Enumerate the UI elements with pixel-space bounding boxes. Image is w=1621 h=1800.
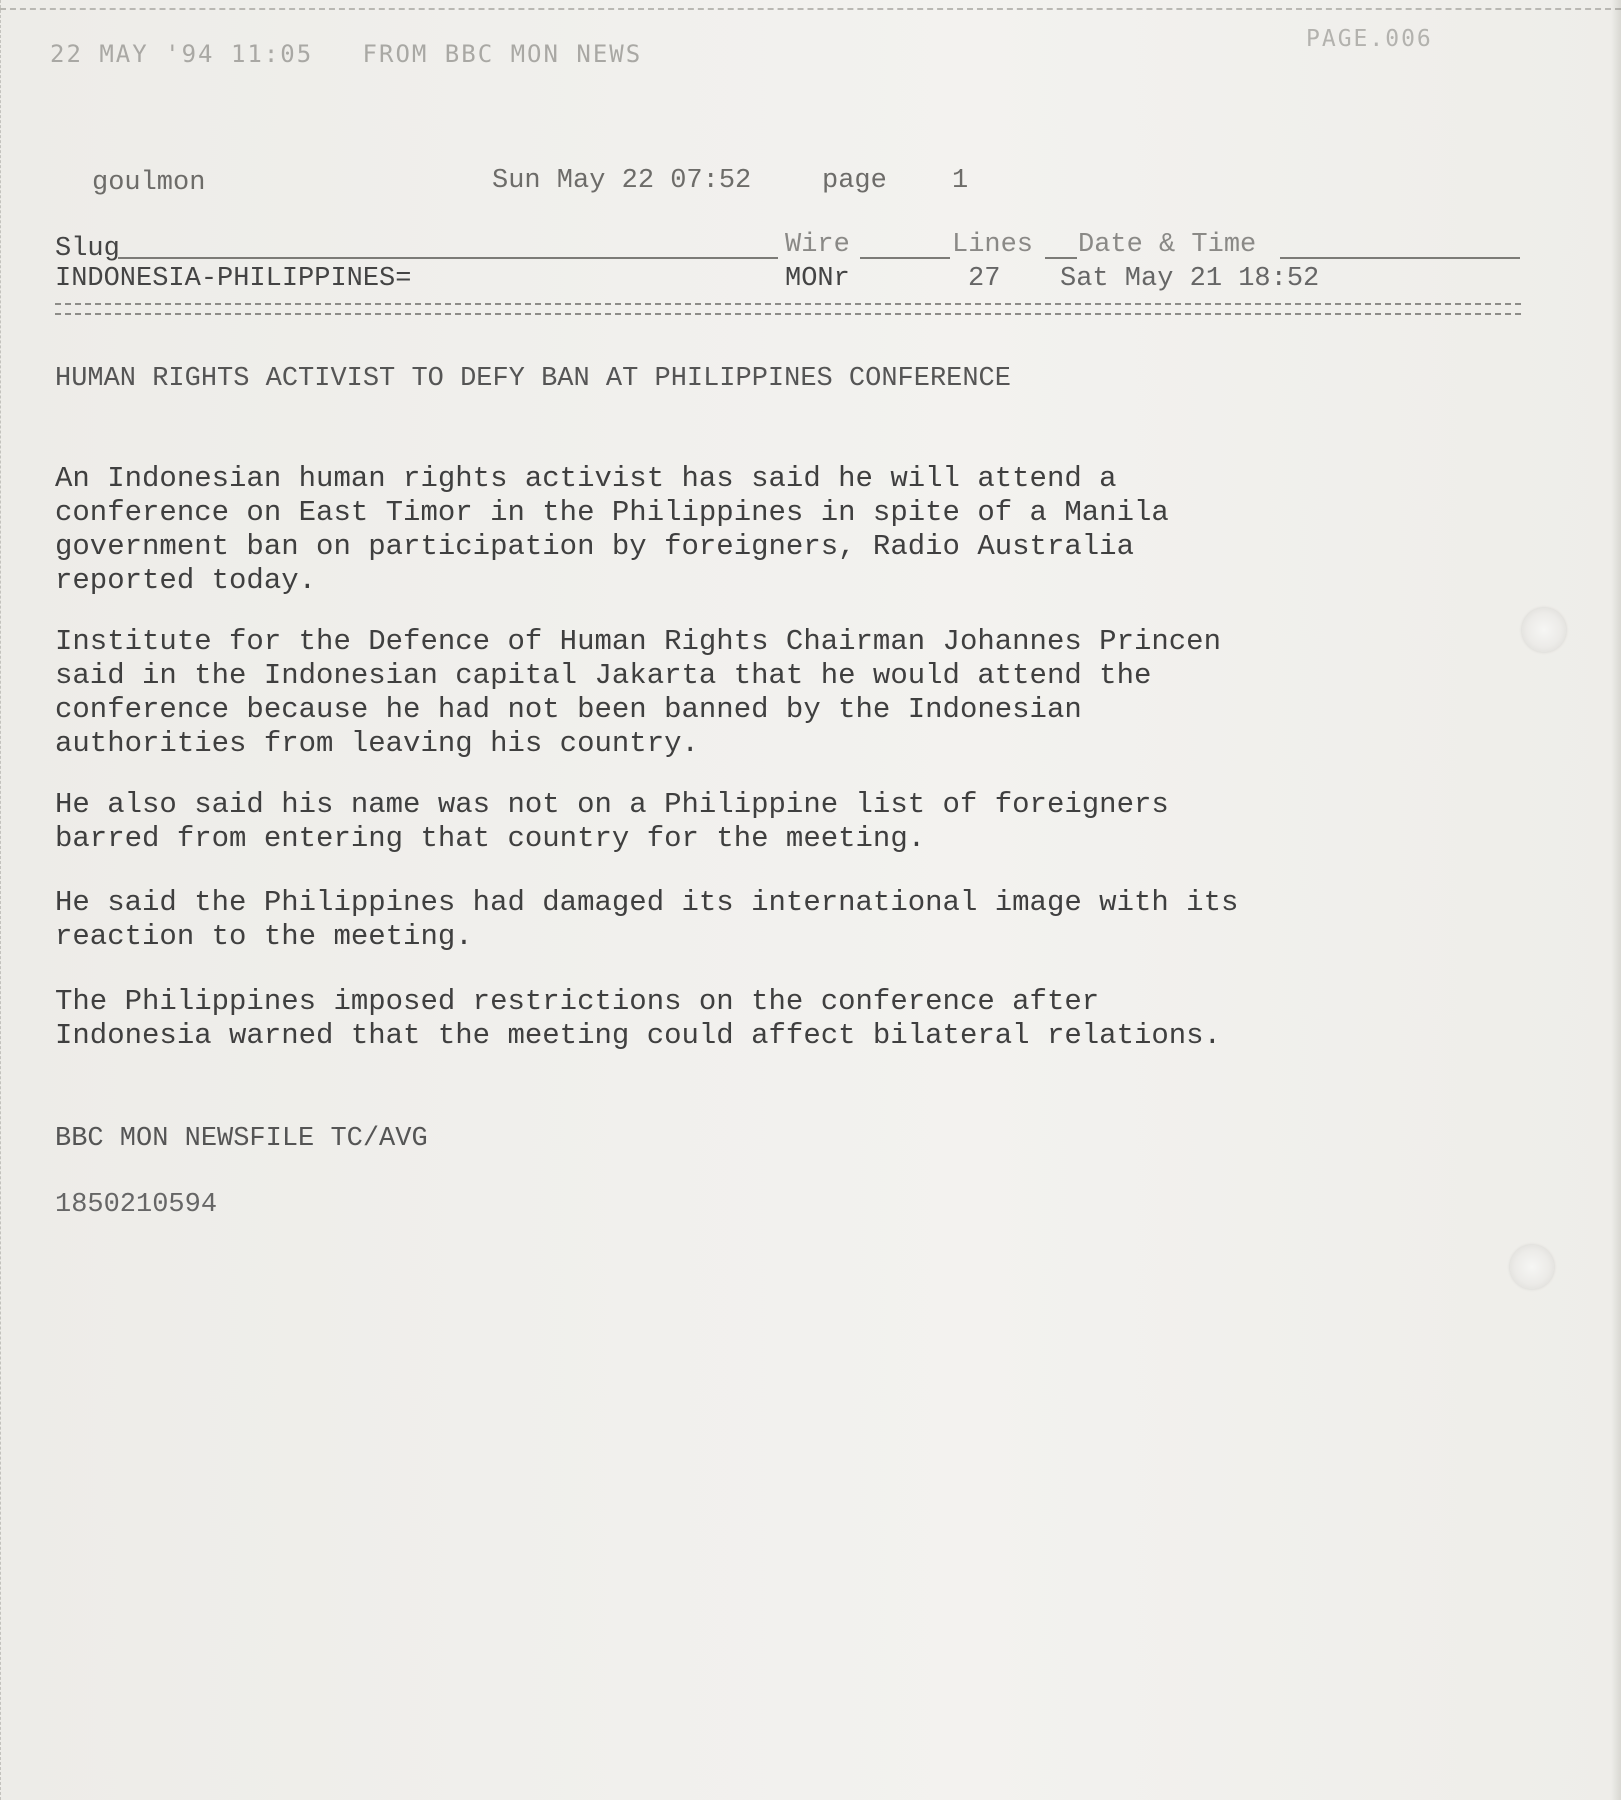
page-edge-shadow	[1611, 0, 1621, 1800]
record-lines: 27	[968, 264, 1001, 294]
column-header-slug: Slug	[55, 234, 120, 264]
footer-source: BBC MON NEWSFILE TC/AVG	[55, 1124, 428, 1154]
wire-underline	[860, 257, 950, 259]
story-headline: HUMAN RIGHTS ACTIVIST TO DEFY BAN AT PHILIPPINES CONFERENCE	[55, 364, 1011, 394]
column-header-date-time: Date & Time	[1078, 230, 1257, 260]
fax-date-time: 22 MAY '94 11:05	[50, 40, 314, 68]
lines-underline	[1045, 257, 1077, 259]
perforation-top	[0, 8, 1621, 10]
story-paragraph: Institute for the Defence of Human Rights Chairman Johannes Princen said in the Indonesian capital Jakarta that he would attend the conference because he had not been banned by the Indonesian authorities from leaving his country.	[55, 625, 1221, 760]
slug-underline	[118, 257, 778, 259]
date-underline	[1280, 257, 1520, 259]
record-date-time: Sat May 21 18:52	[1060, 264, 1320, 294]
fax-from: FROM BBC MON NEWS	[362, 40, 643, 68]
punch-hole	[1510, 1245, 1554, 1289]
punch-hole	[1522, 608, 1566, 652]
printout-page-label: page	[822, 166, 887, 196]
printout-user: goulmon	[92, 168, 206, 198]
story-paragraph: The Philippines imposed restrictions on the conference after Indonesia warned that the meeting could affect bilateral relations.	[55, 985, 1221, 1052]
fax-header-line	[50, 40, 642, 68]
footer-document-id: 1850210594	[55, 1190, 218, 1220]
perforation-left	[0, 0, 1, 1800]
story-paragraph: He said the Philippines had damaged its international image with its reaction to the meeting.	[55, 886, 1239, 953]
printout-page-number: 1	[952, 166, 969, 196]
double-rule-divider	[55, 303, 1521, 315]
story-paragraph: He also said his name was not on a Philippine list of foreigners barred from entering that country for the meeting.	[55, 788, 1169, 855]
story-paragraph: An Indonesian human rights activist has said he will attend a conference on East Timor in the Philippines in spite of a Manila government ban on participation by foreigners, Radio Australia reported today.	[55, 462, 1169, 597]
record-wire: MONr	[785, 264, 850, 294]
printout-timestamp: Sun May 22 07:52	[492, 166, 752, 196]
record-slug: INDONESIA-PHILIPPINES=	[55, 264, 412, 294]
fax-page-ref: PAGE.006	[1306, 26, 1433, 52]
column-header-wire: Wire	[785, 230, 850, 260]
column-header-lines: Lines	[952, 230, 1034, 260]
